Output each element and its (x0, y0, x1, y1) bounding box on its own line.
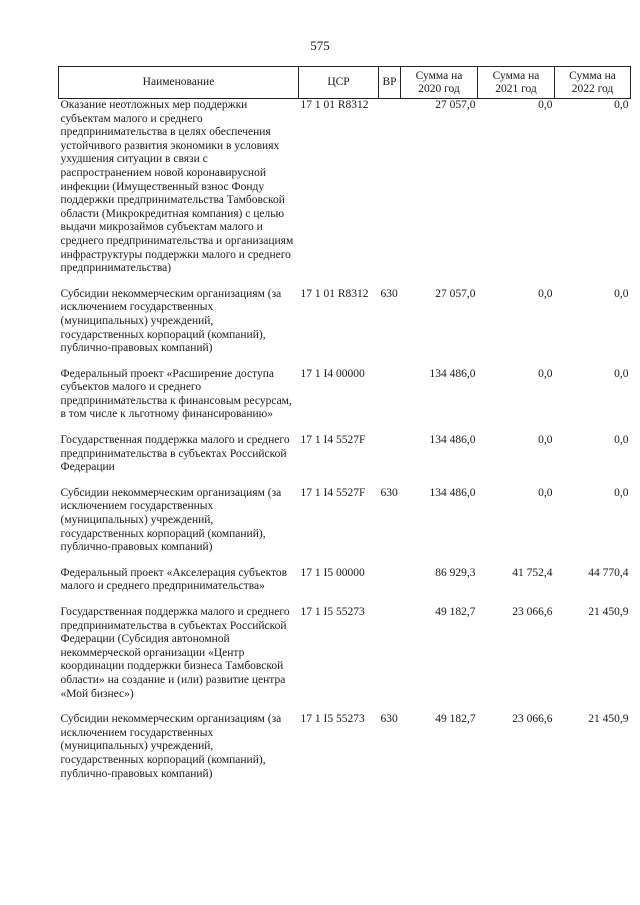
header-vr: ВР (379, 67, 401, 99)
header-csr: ЦСР (299, 67, 379, 99)
row-sum-2022: 0,0 (614, 367, 629, 380)
row-name: Субсидии некоммерческим организациям (за исключением государственных (муниципальных) учреждений, государственных корпораций (компаний), публично-правовых компаний) (60, 287, 282, 355)
page-number: 575 (310, 38, 330, 53)
row-sum-2020: 49 182,7 (435, 606, 476, 618)
row-sum-2020: 27 057,0 (435, 287, 476, 300)
row-vr (379, 567, 401, 606)
row-name: Субсидии некоммерческим организациям (за исключением государственных (муниципальных) учреждений, государственных корпораций (компаний), публично-правовых компаний) (60, 713, 282, 780)
table-row (59, 288, 631, 368)
table-row (59, 434, 631, 487)
budget-table (58, 66, 631, 793)
row-sum-2020: 134 486,0 (429, 434, 476, 447)
row-name: Оказание неотложных мер поддержки субъектам малого и среднего предпринимательства в целях обеспечения устойчивого развития экономики в условиях ухудшения ситуации в связи с распространением новой коронавирусной инфекции (Имущественный взнос Фонду поддержки предпринимательства Тамбовской области (Микрокредитная компания) с целью выдачи микрозаймов субъектам малого и среднего предпринимательства и организациям инфраструктуры поддержки малого и среднего предпринимательства) (60, 99, 294, 275)
row-vr: 630 (380, 287, 398, 300)
row-vr: 630 (380, 486, 398, 499)
row-vr (379, 606, 401, 713)
table-row (59, 99, 631, 288)
row-sum-2021: 0,0 (538, 367, 553, 380)
row-sum-2022: 44 770,4 (588, 566, 629, 579)
row-vr (379, 434, 401, 487)
row-sum-2021: 0,0 (538, 486, 553, 499)
row-csr: 17 1 I5 55273 (300, 713, 365, 726)
row-sum-2022: 0,0 (614, 434, 629, 447)
row-sum-2020: 49 182,7 (435, 713, 476, 726)
row-name: Субсидии некоммерческим организациям (за исключением государственных (муниципальных) учреждений, государственных корпораций (компаний), публично-правовых компаний) (60, 486, 282, 554)
row-csr: 17 1 01 R8312 (300, 99, 369, 111)
row-csr: 17 1 I4 5527F (300, 486, 366, 499)
row-sum-2022: 0,0 (614, 486, 629, 499)
header-sum-2020: Сумма на 2020 год (401, 67, 478, 99)
row-sum-2020: 134 486,0 (429, 367, 476, 380)
header-sum-2022: Сумма на 2022 год (555, 67, 631, 99)
row-sum-2022: 21 450,9 (588, 606, 629, 618)
table-row (59, 368, 631, 434)
row-name: Государственная поддержка малого и среднего предпринимательства в субъектах Российской Федерации (60, 434, 290, 474)
row-sum-2020: 27 057,0 (435, 99, 476, 111)
row-vr: 630 (380, 713, 398, 726)
row-sum-2021: 41 752,4 (512, 566, 553, 579)
row-csr: 17 1 I5 00000 (300, 566, 365, 579)
table-row (59, 713, 631, 793)
header-sum-2021: Сумма на 2021 год (478, 67, 555, 99)
row-sum-2021: 0,0 (538, 287, 553, 300)
row-csr: 17 1 I4 5527F (300, 434, 366, 447)
row-vr (379, 368, 401, 434)
row-name: Федеральный проект «Расширение доступа субъектов малого и среднего предпринимательства к финансовым ресурсам, в том числе к льготному финансированию» (60, 367, 292, 421)
row-csr: 17 1 I4 00000 (300, 367, 365, 380)
table-row (59, 567, 631, 606)
row-sum-2021: 23 066,6 (512, 606, 553, 618)
table-row (59, 606, 631, 713)
table-header-row (59, 67, 631, 99)
header-name: Наименование (59, 67, 299, 99)
row-vr (379, 99, 401, 288)
row-sum-2021: 0,0 (538, 434, 553, 447)
row-sum-2021: 23 066,6 (512, 713, 553, 726)
row-sum-2020: 86 929,3 (435, 566, 476, 579)
row-name: Федеральный проект «Акселерация субъектов малого и среднего предпринимательства» (60, 566, 288, 593)
row-sum-2022: 21 450,9 (588, 713, 629, 726)
row-sum-2021: 0,0 (538, 99, 553, 111)
row-csr: 17 1 01 R8312 (300, 287, 369, 300)
row-sum-2022: 0,0 (614, 287, 629, 300)
row-csr: 17 1 I5 55273 (300, 606, 365, 618)
table-row (59, 487, 631, 567)
row-name: Государственная поддержка малого и среднего предпринимательства в субъектах Российской Федерации (Субсидия автономной некоммерческой организации «Центр координации поддержки бизнеса Тамбовской области» на создание и (или) развитие центра «Мой бизнес») (60, 606, 290, 700)
row-sum-2020: 134 486,0 (429, 486, 476, 499)
row-sum-2022: 0,0 (614, 99, 629, 111)
